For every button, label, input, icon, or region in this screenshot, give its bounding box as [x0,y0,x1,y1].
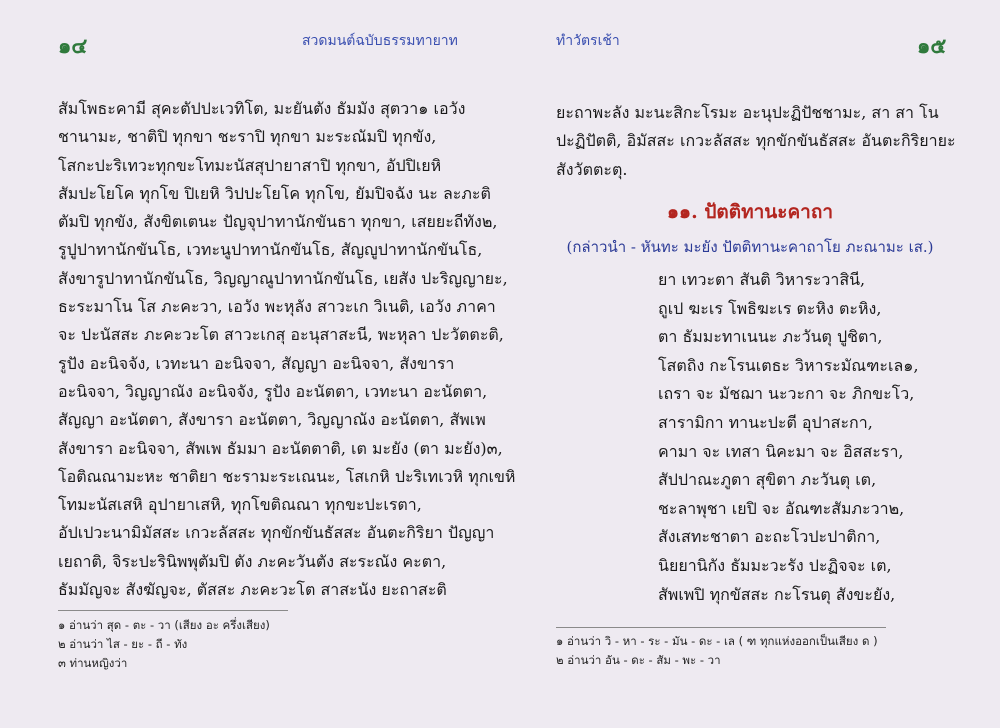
text-line: รูปูปาทานักขันโธ, เวทะนูปาทานักขันโธ, สัญญูปาทานักขันโธ, [58,240,483,260]
verse-line: ชะลาพุชา เยปิ จะ อัณฑะสัมภะวา๒, [658,498,905,518]
text-line: โสกะปะริเทวะทุกขะโทมะนัสสุปายาสาปิ ทุกขา, อัปปิเยหิ [58,155,442,175]
body-text-right [556,99,956,184]
page-number-right: ๑๕ [917,34,947,58]
text-line: สังขารา อะนิจจา, สัพเพ ธัมมา อะนัตตาติ, เต มะยัง (ตา มะยัง)๓, [58,438,503,458]
text-line: ยะถาพะลัง มะนะสิกะโรมะ อะนุปะฏิปัชชามะ, สา สา โน [556,103,939,122]
right-page [500,0,1000,728]
page-number-left: ๑๔ [58,34,88,58]
body-text-left [58,95,515,604]
verse-line: สารามิกา ทานะปะตี อุปาสะกา, [658,412,873,432]
verse-line: เถรา จะ มัชฌา นะวะกา จะ ภิกขะโว, [658,384,915,404]
verse-line: คามา จะ เทสา นิคะมา จะ อิสสะรา, [658,441,904,461]
text-line: ปะฏิปัตติ, อิมัสสะ เกวะลัสสะ ทุกขักขันธัสสะ อันตะกิริยายะ [556,131,956,151]
footnote-divider [58,610,288,611]
footnotes-left [58,616,270,673]
page-header-right: ทำวัตรเช้า [556,33,620,49]
verse-block [658,266,919,609]
text-line: รูปัง อะนิจจัง, เวทะนา อะนิจจา, สัญญา อะนิจจา, สังขารา [58,353,455,373]
footnote: ๑ อ่านว่า สุด - ตะ - วา (เสียง อะ ครึ่งเสียง) [58,618,270,632]
section-subtitle: (กล่าวนำ - หันทะ มะยัง ปัตติทานะคาถาโย ภะณามะ เส.) [566,238,934,256]
verse-line: ตา ธัมมะทาเนนะ ภะวันตุ ปูชิตา, [658,327,883,347]
verse-line: ยา เทวะตา สันติ วิหาระวาสินี, [658,270,866,289]
verse-line: นิยยานิกัง ธัมมะวะรัง ปะฏิจจะ เต, [658,555,892,575]
verse-line: โสตถิง กะโรนเตธะ วิหาระมัณฑะเล๑, [658,355,919,375]
footnote: ๑ อ่านว่า วิ - หา - ระ - มัน - ดะ - เล ( ฑ ทุกแห่งออกเป็นเสียง ด ) [556,634,878,648]
text-line: อะนิจจา, วิญญาณัง อะนิจจัง, รูปัง อะนัตตา, เวทะนา อะนัตตา, [58,381,488,401]
text-line: โทมะนัสเสหิ อุปายาเสหิ, ทุกโขติณณา ทุกขะปะเรตา, [58,495,422,515]
text-line: สังวัตตะตุ. [556,159,628,179]
verse-line: ถูเป ฆะเร โพธิฆะเร ตะหิง ตะหิง, [658,298,882,318]
footnote: ๒ อ่านว่า อัน - ดะ - สัม - พะ - วา [556,653,721,667]
text-line: เยถาติ, จิระปะรินิพพุตัมปิ ตัง ภะคะวันตัง สะระณัง คะตา, [58,551,447,571]
text-line: ชานามะ, ชาติปิ ทุกขา ชะราปิ ทุกขา มะระณัมปิ ทุกขัง, [58,127,437,147]
verse-line: สังเสทะชาตา อะถะโวปะปาติกา, [658,527,881,547]
text-line: อัปเปวะนามิมัสสะ เกวะลัสสะ ทุกขักขันธัสสะ อันตะกิริยา ปัญญา [58,523,495,543]
verse-line: สัพเพปิ ทุกขัสสะ กะโรนตุ สังขะยัง, [658,584,896,604]
footnotes-right [556,632,878,670]
page-header-left: สวดมนต์ฉบับธรรมทายาท [302,33,458,49]
text-line: สัมโพธะคามี สุคะตัปปะเวทิโต, มะยันตัง ธัมมัง สุตวา๑ เอวัง [58,99,466,118]
verse-line: สัปปาณะภูตา สุขิตา ภะวันตุ เต, [658,470,877,490]
text-line: โอติณณามะหะ ชาติยา ชะรามะระเณนะ, โสเกหิ ปะริเทเวหิ ทุกเขหิ [58,466,516,486]
text-line: สัญญา อะนัตตา, สังขารา อะนัตตา, วิญญาณัง อะนัตตา, สัพเพ [58,410,486,430]
section-title: ๑๑. ปัตติทานะคาถา [666,201,834,223]
footnote: ๓ ท่านหญิงว่า [58,656,128,670]
footnote-divider [556,627,886,628]
text-line: จะ ปะนัสสะ ภะคะวะโต สาวะเกสุ อะนุสาสะนี, พะหุลา ปะวัตตะติ, [58,325,504,345]
text-line: ธัมมัญจะ สังฆัญจะ, ตัสสะ ภะคะวะโต สาสะนัง ยะถาสะติ [58,580,447,600]
footnote: ๒ อ่านว่า ไส - ยะ - ถี - ทัง [58,637,188,651]
text-line: ธะระมาโน โส ภะคะวา, เอวัง พะหุลัง สาวะเก วิเนติ, เอวัง ภาคา [58,297,496,317]
text-line: สังขารูปาทานักขันโธ, วิญญาณูปาทานักขันโธ, เยสัง ปะริญญายะ, [58,268,508,288]
text-line: สัมปะโยโค ทุกโข ปิเยหิ วิปปะโยโค ทุกโข, ยัมปิจฉัง นะ ละภะติ [58,183,491,203]
text-line: ตัมปิ ทุกขัง, สังขิตเตนะ ปัญจุปาทานักขันธา ทุกขา, เสยยะถีทัง๒, [58,212,498,232]
